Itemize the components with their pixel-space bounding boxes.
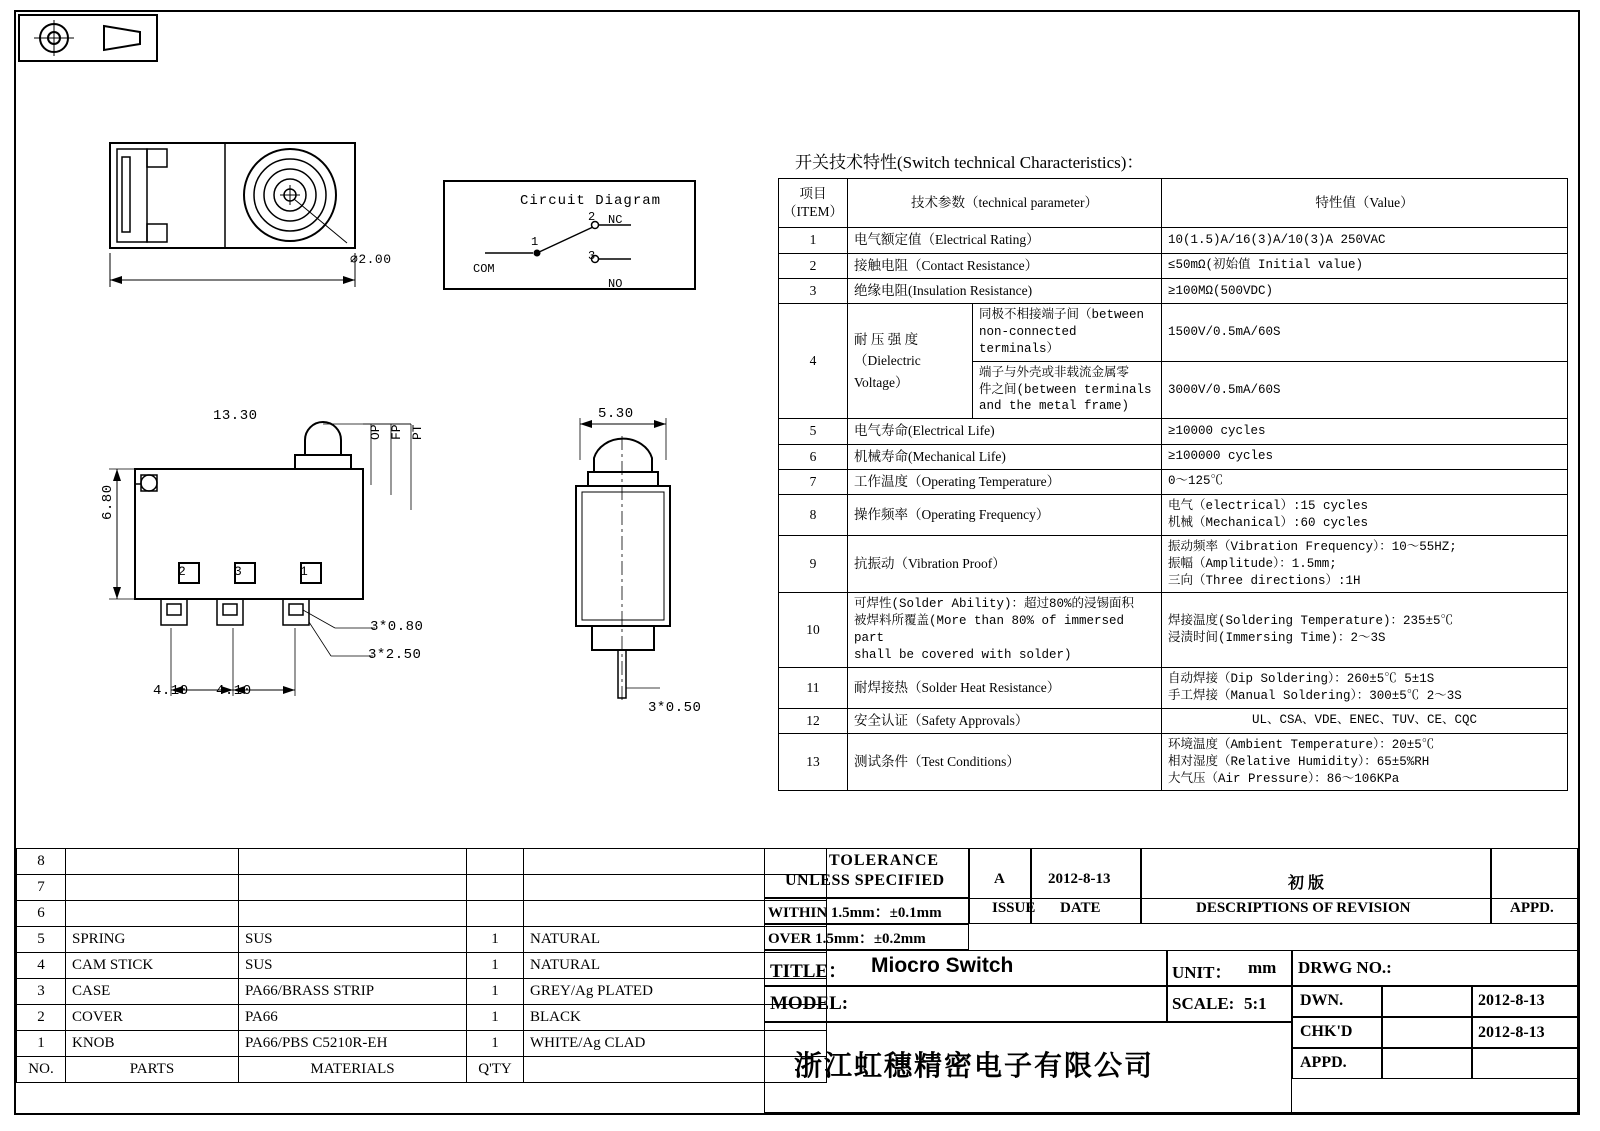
circuit-label-com: COM bbox=[473, 262, 495, 276]
spec-value: ≥100MΩ(500VDC) bbox=[1162, 278, 1568, 303]
parts-no: 6 bbox=[17, 901, 66, 927]
spec-value: 1500V/0.5mA/60S bbox=[1162, 304, 1568, 362]
parts-qty: 1 bbox=[467, 953, 524, 979]
dim-hole-diameter: ⌀2.00 bbox=[350, 252, 392, 267]
parts-row bbox=[17, 979, 827, 1005]
dim-pin-b: 3*2.50 bbox=[368, 647, 422, 663]
parts-row bbox=[17, 849, 827, 875]
spec-value: 环境温度（Ambient Temperature）：20±5℃ 相对湿度（Relative Humidity）：65±5%RH 大气压（Air Pressure）：86～106KPa bbox=[1162, 733, 1568, 791]
parts-no: 3 bbox=[17, 979, 66, 1005]
parts-material: SUS bbox=[239, 953, 467, 979]
spec-param: 工作温度（Operating Temperature） bbox=[848, 469, 1162, 494]
spec-value: 10(1.5)A/16(3)A/10(3)A 250VAC bbox=[1162, 228, 1568, 253]
spec-row-10 bbox=[779, 593, 1568, 668]
spec-param: 耐 压 强 度 （Dielectric Voltage） bbox=[848, 304, 973, 419]
parts-qty: 1 bbox=[467, 927, 524, 953]
dim-pt: PT bbox=[410, 424, 425, 440]
parts-finish: NATURAL bbox=[524, 927, 827, 953]
spec-value: ≥10000 cycles bbox=[1162, 419, 1568, 444]
parts-name: COVER bbox=[66, 1005, 239, 1031]
parts-qty bbox=[467, 901, 524, 927]
appd-blank-cell bbox=[1382, 1048, 1472, 1079]
spec-item-no: 5 bbox=[779, 419, 848, 444]
parts-finish: NATURAL bbox=[524, 953, 827, 979]
spec-header-item-l1: 项目 bbox=[799, 186, 827, 201]
top-view-drawing bbox=[95, 135, 445, 310]
spec-row-7 bbox=[779, 469, 1568, 494]
spec-item-no: 4 bbox=[779, 304, 848, 419]
spec-item-no: 8 bbox=[779, 495, 848, 536]
issue-value: A bbox=[994, 871, 1005, 887]
spec-item-no: 3 bbox=[779, 278, 848, 303]
spec-header-item bbox=[779, 179, 848, 228]
tolerance-within: WITHIN 1.5mm：±0.1mm bbox=[768, 905, 942, 921]
spec-header-param: 技术参数（technical parameter） bbox=[848, 179, 1162, 228]
side-view-drawing bbox=[530, 400, 750, 710]
parts-row bbox=[17, 1031, 827, 1057]
parts-material bbox=[239, 901, 467, 927]
chkd-date: 2012-8-13 bbox=[1478, 1024, 1545, 1041]
spec-item-no: 7 bbox=[779, 469, 848, 494]
spec-value: 3000V/0.5mA/60S bbox=[1162, 361, 1568, 419]
chkd-blank-cell bbox=[1382, 1017, 1472, 1048]
parts-qty bbox=[467, 875, 524, 901]
company-name: 浙江虹穗精密电子有限公司 bbox=[794, 1051, 1155, 1082]
parts-qty: 1 bbox=[467, 979, 524, 1005]
appd-label: APPD. bbox=[1300, 1054, 1347, 1071]
spec-header-row bbox=[779, 179, 1568, 228]
circuit-label-3: 3 bbox=[588, 249, 596, 263]
date-header: DATE bbox=[1060, 900, 1101, 916]
spec-header-item-l2: （ITEM） bbox=[783, 204, 843, 220]
parts-header-no: NO. bbox=[17, 1057, 66, 1083]
parts-material bbox=[239, 849, 467, 875]
unit-value: mm bbox=[1248, 958, 1277, 977]
spec-row-4a bbox=[779, 304, 1568, 362]
parts-name: SPRING bbox=[66, 927, 239, 953]
spec-row-11 bbox=[779, 667, 1568, 708]
spec-table bbox=[778, 178, 1568, 791]
unit-label: UNIT： bbox=[1172, 963, 1232, 982]
spec-row-13 bbox=[779, 733, 1568, 791]
spec-item-no: 12 bbox=[779, 708, 848, 733]
parts-name bbox=[66, 875, 239, 901]
spec-param: 测试条件（Test Conditions） bbox=[848, 733, 1162, 791]
parts-name: CAM STICK bbox=[66, 953, 239, 979]
spec-value: 振动频率（Vibration Frequency）：10～55HZ; 振幅（Amplitude）：1.5mm; 三向（Three directions）:1H bbox=[1162, 535, 1568, 593]
projection-symbol-box bbox=[18, 14, 158, 62]
spec-value: 自动焊接（Dip Soldering）：260±5℃ 5±1S 手工焊接（Manual Soldering）：300±5℃ 2～3S bbox=[1162, 667, 1568, 708]
parts-row bbox=[17, 875, 827, 901]
dim-height: 6.80 bbox=[100, 484, 116, 520]
spec-table-title: 开关技术特性(Switch technical Characteristics)： bbox=[795, 153, 1144, 172]
spec-param: 抗振动（Vibration Proof） bbox=[848, 535, 1162, 593]
parts-name: CASE bbox=[66, 979, 239, 1005]
dim-op: OP bbox=[368, 424, 383, 440]
parts-row bbox=[17, 953, 827, 979]
parts-row bbox=[17, 927, 827, 953]
parts-name bbox=[66, 901, 239, 927]
dim-fp: FP bbox=[389, 424, 404, 440]
spec-item-no: 13 bbox=[779, 733, 848, 791]
parts-no: 1 bbox=[17, 1031, 66, 1057]
circuit-diagram-title: Circuit Diagram bbox=[520, 193, 662, 209]
circuit-label-nc: NC bbox=[608, 213, 623, 227]
circuit-label-2: 2 bbox=[588, 210, 596, 224]
parts-header-parts: PARTS bbox=[66, 1057, 239, 1083]
parts-finish: BLACK bbox=[524, 1005, 827, 1031]
issue-header: ISSUE bbox=[992, 900, 1036, 916]
parts-header-materials: MATERIALS bbox=[239, 1057, 467, 1083]
parts-finish: GREY/Ag PLATED bbox=[524, 979, 827, 1005]
parts-qty: 1 bbox=[467, 1031, 524, 1057]
spec-param: 可焊性(Solder Ability)：超过80%的浸锡面积 被焊料所覆盖(More than 80% of immersed part shall be covered with solder) bbox=[848, 593, 1162, 668]
parts-material: SUS bbox=[239, 927, 467, 953]
spec-item-no: 2 bbox=[779, 253, 848, 278]
spec-value: 0～125℃ bbox=[1162, 469, 1568, 494]
spec-value: ≤50mΩ(初始值 Initial value) bbox=[1162, 253, 1568, 278]
spec-item-no: 11 bbox=[779, 667, 848, 708]
parts-name bbox=[66, 849, 239, 875]
spec-value: UL、CSA、VDE、ENEC、TUV、CE、CQC bbox=[1162, 708, 1568, 733]
spec-row-3 bbox=[779, 278, 1568, 303]
parts-no: 2 bbox=[17, 1005, 66, 1031]
spec-value: 焊接温度(Soldering Temperature)：235±5℃ 浸渍时间(Immersing Time)：2～3S bbox=[1162, 593, 1568, 668]
appd-header: APPD. bbox=[1510, 900, 1554, 916]
chkd-label: CHK'D bbox=[1300, 1023, 1353, 1040]
terminal-no-3: 3 bbox=[234, 564, 243, 579]
spec-param: 接触电阻（Contact Resistance） bbox=[848, 253, 1162, 278]
parts-material: PA66 bbox=[239, 1005, 467, 1031]
terminal-no-2: 2 bbox=[178, 564, 187, 579]
appd-date-cell bbox=[1472, 1048, 1578, 1079]
dwn-label: DWN. bbox=[1300, 992, 1344, 1009]
tolerance-over: OVER 1.5mm：±0.2mm bbox=[768, 931, 926, 947]
spec-value: 电气（electrical）:15 cycles 机械（Mechanical）:60 cycles bbox=[1162, 495, 1568, 536]
parts-row bbox=[17, 1005, 827, 1031]
parts-no: 5 bbox=[17, 927, 66, 953]
circuit-label-no: NO bbox=[608, 277, 623, 291]
projection-symbol-icon bbox=[20, 16, 156, 60]
spec-param: 耐焊接热（Solder Heat Resistance） bbox=[848, 667, 1162, 708]
dim-side-width: 5.30 bbox=[598, 406, 634, 422]
model-label: MODEL: bbox=[770, 993, 849, 1014]
circuit-label-1: 1 bbox=[531, 235, 539, 249]
spec-param: 操作频率（Operating Frequency） bbox=[848, 495, 1162, 536]
tolerance-title-line2: UNLESS SPECIFIED bbox=[785, 872, 945, 889]
parts-material: PA66/PBS C5210R-EH bbox=[239, 1031, 467, 1057]
spec-param: 电气寿命(Electrical Life) bbox=[848, 419, 1162, 444]
spec-item-no: 10 bbox=[779, 593, 848, 668]
dwn-date: 2012-8-13 bbox=[1478, 992, 1545, 1009]
parts-no: 8 bbox=[17, 849, 66, 875]
spec-subcondition: 同极不相接端子间（between non-connected terminals） bbox=[973, 304, 1162, 362]
scale-label: SCALE: bbox=[1172, 994, 1235, 1013]
spec-row-12 bbox=[779, 708, 1568, 733]
parts-row bbox=[17, 901, 827, 927]
date-value: 2012-8-13 bbox=[1048, 871, 1111, 887]
parts-finish: WHITE/Ag CLAD bbox=[524, 1031, 827, 1057]
dim-pitch-2: 4.10 bbox=[216, 683, 252, 699]
spec-row-8 bbox=[779, 495, 1568, 536]
parts-no: 4 bbox=[17, 953, 66, 979]
spec-row-9 bbox=[779, 535, 1568, 593]
spec-item-no: 9 bbox=[779, 535, 848, 593]
spec-row-5 bbox=[779, 419, 1568, 444]
dwn-blank-cell bbox=[1382, 986, 1472, 1017]
drwg-label: DRWG NO.: bbox=[1298, 958, 1392, 977]
parts-qty bbox=[467, 849, 524, 875]
spec-value: ≥100000 cycles bbox=[1162, 444, 1568, 469]
scale-value: 5:1 bbox=[1244, 994, 1267, 1013]
dim-pin-c: 3*0.50 bbox=[648, 700, 702, 716]
parts-material bbox=[239, 875, 467, 901]
spec-subcondition: 端子与外壳或非载流金属零 件之间(between terminals and the metal frame) bbox=[973, 361, 1162, 419]
parts-list-table bbox=[16, 848, 827, 1083]
desc-header: DESCRIPTIONS OF REVISION bbox=[1196, 900, 1411, 916]
revision-desc: 初 版 bbox=[1288, 875, 1325, 892]
parts-header-row bbox=[17, 1057, 827, 1083]
spec-header-value: 特性值（Value） bbox=[1162, 179, 1568, 228]
spec-param: 机械寿命(Mechanical Life) bbox=[848, 444, 1162, 469]
spec-item-no: 6 bbox=[779, 444, 848, 469]
spec-param: 绝缘电阻(Insulation Resistance) bbox=[848, 278, 1162, 303]
title-label: TITLE： bbox=[770, 961, 848, 982]
spec-row-6 bbox=[779, 444, 1568, 469]
parts-qty: 1 bbox=[467, 1005, 524, 1031]
spec-param: 电气额定值（Electrical Rating） bbox=[848, 228, 1162, 253]
spec-item-no: 1 bbox=[779, 228, 848, 253]
parts-material: PA66/BRASS STRIP bbox=[239, 979, 467, 1005]
dim-top-length: 13.30 bbox=[213, 408, 258, 424]
title-value: Miocro Switch bbox=[871, 954, 1014, 977]
title-block-area bbox=[16, 848, 1578, 1113]
parts-name: KNOB bbox=[66, 1031, 239, 1057]
spec-param: 安全认证（Safety Approvals） bbox=[848, 708, 1162, 733]
parts-no: 7 bbox=[17, 875, 66, 901]
tolerance-title-line1: TOLERANCE bbox=[829, 852, 940, 869]
dim-pin-a: 3*0.80 bbox=[370, 619, 424, 635]
spec-row-1 bbox=[779, 228, 1568, 253]
dim-pitch-1: 4.10 bbox=[153, 683, 189, 699]
terminal-no-1: 1 bbox=[300, 564, 309, 579]
parts-header-qty: Q'TY bbox=[467, 1057, 524, 1083]
spec-row-2 bbox=[779, 253, 1568, 278]
